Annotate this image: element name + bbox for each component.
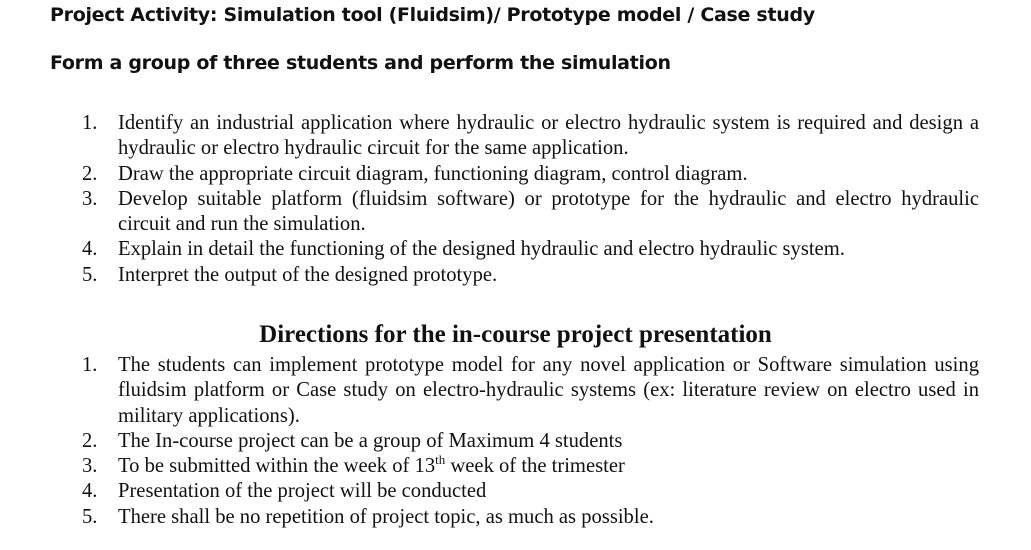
activity-list [82,111,979,288]
list-item-number: 5. [82,505,98,528]
list-item [82,353,979,429]
list-item-text: Develop suitable platform (fluidsim software) or prototype for the hydraulic and electro hydraulic circuit and run the simulation. [118,187,979,236]
list-item-text [118,452,625,478]
list-item-number: 3. [82,187,98,210]
directions-list [82,353,979,530]
list-item [82,162,979,187]
list-item [82,505,979,530]
list-item-number: 1. [82,354,98,376]
list-item-text: There shall be no repetition of project topic, as much as possible. [118,505,654,528]
list-item-number: 2. [82,429,98,452]
list-item [82,237,979,262]
list-item-number: 4. [82,238,98,261]
list-item-text-end: week of the trimester [445,455,625,478]
page-title: Project Activity: Simulation tool (Fluidsim)/ Prototype model / Case study [50,4,815,26]
list-item [82,454,979,479]
list-item-number: 3. [82,455,98,478]
list-item-text: Presentation of the project will be conducted [118,480,487,503]
list-item [82,429,979,454]
list-item [82,111,979,162]
list-item [82,187,979,238]
ordinal-suffix: th [435,452,446,468]
list-item-text: The In-course project can be a group of Maximum 4 students [118,429,623,452]
directions-title: Directions for the in-course project presentation [259,321,772,348]
list-item-number: 5. [82,263,98,286]
list-item-text: Draw the appropriate circuit diagram, functioning diagram, control diagram. [118,162,748,185]
list-item-number: 2. [82,162,98,185]
list-item-text: The students can implement prototype model for any novel application or Software simulation using fluidsim platform or Case study on electro-hydraulic systems (ex: literature review on electro used in military applications). [118,354,979,427]
list-item-text: Identify an industrial application where hydraulic or electro hydraulic system is required and design a hydraulic or electro hydraulic circuit for the same application. [118,112,979,160]
list-item-number: 1. [82,112,98,134]
list-item [82,479,979,504]
list-item-text: Interpret the output of the designed prototype. [118,263,498,286]
list-item-text: Explain in detail the functioning of the designed hydraulic and electro hydraulic system. [118,238,845,261]
list-item-number: 4. [82,480,98,503]
list-item-text-start: To be submitted within the week of 13 [118,455,436,478]
page-subtitle: Form a group of three students and perform the simulation [50,52,671,74]
list-item [82,263,979,288]
